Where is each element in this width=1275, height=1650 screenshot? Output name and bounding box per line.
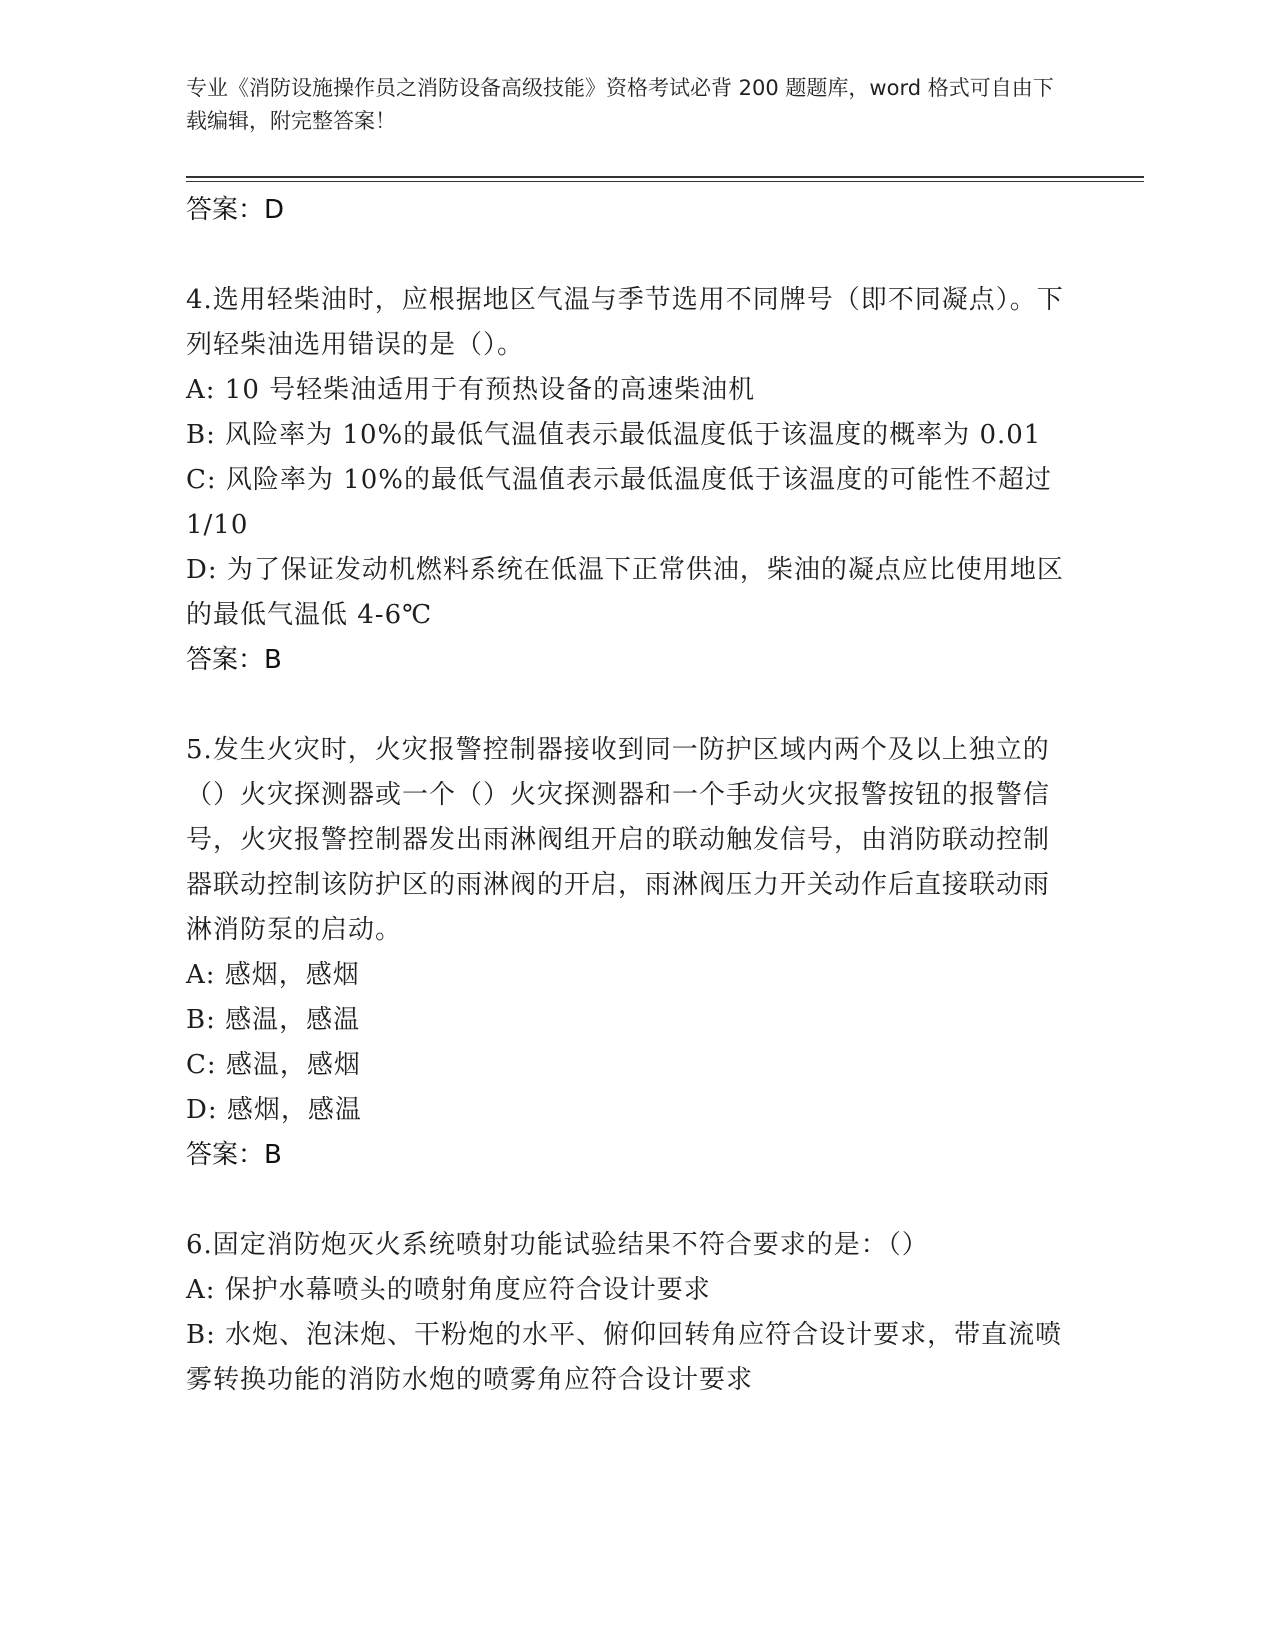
answer-line: 答案：D (186, 195, 285, 225)
question-text: 4.选用轻柴油时，应根据地区气温与季节选用不同牌号（即不同凝点）。下列轻柴油选用错误的是（）。 (186, 285, 1064, 360)
question-text: 5.发生火灾时，火灾报警控制器接收到同一防护区域内两个及以上独立的（）火灾探测器或一个（）火灾探测器和一个手动火灾报警按钮的报警信号，火灾报警控制器发出雨淋阀组开启的联动触发信号，由消防联动控制器联动控制该防护区的雨淋阀的开启，雨淋阀压力开关动作后直接联动雨淋消防泵的启动。 (186, 735, 1051, 945)
question-text: 6.固定消防炮灭火系统喷射功能试验结果不符合要求的是：（） (186, 1230, 929, 1260)
question-list (186, 188, 1076, 1403)
option-item: B: 风险率为 10%的最低气温值表示最低温度低于该温度的概率为 0.01 (186, 420, 1042, 450)
option-item: C: 感温，感烟 (186, 1050, 361, 1080)
option-item: A: 10 号轻柴油适用于有预热设备的高速柴油机 (186, 375, 756, 405)
option-item: B: 水炮、泡沫炮、干粉炮的水平、俯仰回转角应符合设计要求，带直流喷雾转换功能的消防水炮的喷雾角应符合设计要求 (186, 1320, 1063, 1395)
option-item: C: 风险率为 10%的最低气温值表示最低温度低于该温度的可能性不超过 1/10 (186, 465, 1052, 540)
question-block (186, 278, 1076, 683)
option-item: A: 感烟，感烟 (186, 960, 360, 990)
spacer (186, 233, 1076, 278)
header-divider (186, 176, 1144, 178)
header-divider-thin (186, 181, 1144, 182)
question-block (186, 728, 1076, 1178)
option-item: B: 感温，感温 (186, 1005, 361, 1035)
answer-line: 答案：B (186, 1140, 282, 1170)
spacer (186, 683, 1076, 728)
question-block (186, 1223, 1076, 1403)
option-item: D: 感烟，感温 (186, 1095, 362, 1125)
answer-line: 答案：B (186, 645, 282, 675)
page-header: 专业《消防设施操作员之消防设备高级技能》资格考试必背 200 题题库，word 格式可自由下载编辑，附完整答案！ (186, 76, 1054, 133)
option-item: D: 为了保证发动机燃料系统在低温下正常供油，柴油的凝点应比使用地区的最低气温低 4-6℃ (186, 555, 1064, 630)
spacer (186, 1178, 1076, 1223)
option-item: A: 保护水幕喷头的喷射角度应符合设计要求 (186, 1275, 711, 1305)
